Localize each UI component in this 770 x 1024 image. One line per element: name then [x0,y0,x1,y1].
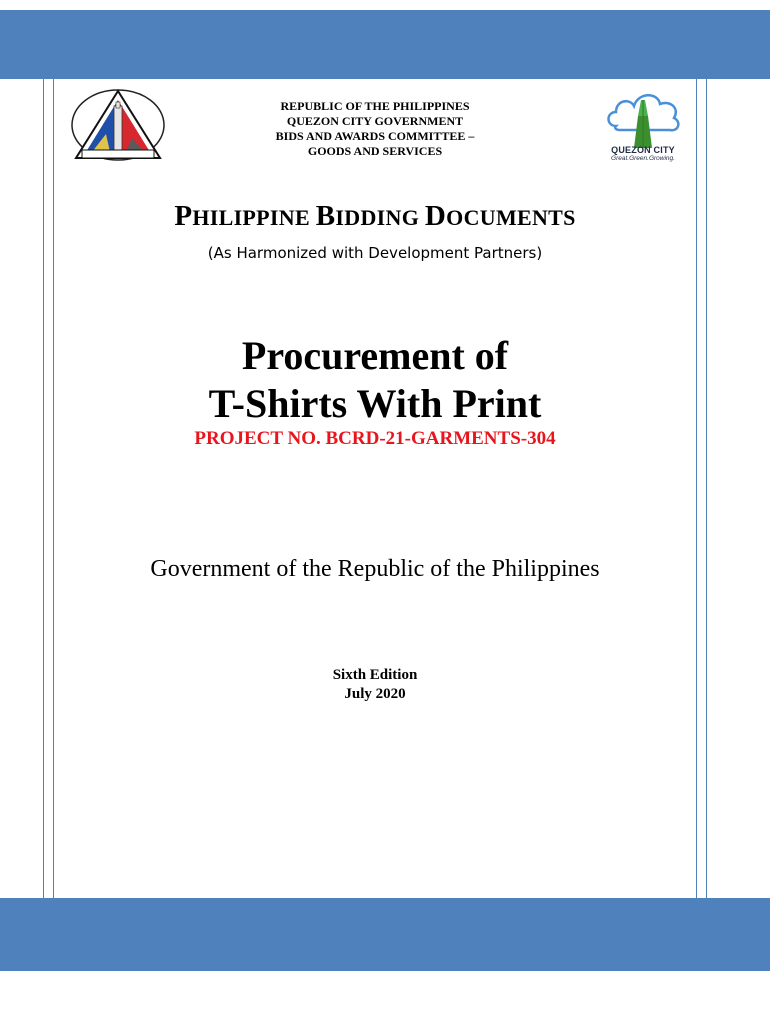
logo-city-name: QUEZON CITY [611,145,675,155]
document-subtitle: (As Harmonized with Development Partners) [207,244,543,262]
title-initial: P [174,200,193,232]
procurement-title-line1: Procurement of [241,333,509,378]
header-line: BIDS AND AWARDS COMMITTEE – [275,129,475,143]
title-initial: B [315,200,336,232]
document-title [60,200,690,233]
top-blue-band [0,10,770,79]
left-border-line-inner [53,79,54,898]
government-name: Government of the Republic of the Philippines [150,556,600,582]
procurement-title-line2: T-Shirts With Print [208,381,542,426]
quezon-city-seal-icon [70,88,166,162]
issuer-header [200,99,550,159]
header-line: QUEZON CITY GOVERNMENT [286,114,464,128]
right-border-line-inner [696,79,697,898]
edition-block [60,666,690,704]
title-rest: HILIPPINE [192,205,316,230]
quezon-city-logo-text [598,146,688,163]
left-border-line-outer [43,79,44,898]
title-rest: IDDING [335,205,425,230]
edition-date: July 2020 [344,686,406,702]
procurement-title [60,332,690,428]
right-border-line-outer [706,79,707,898]
logo-tagline: Great.Green.Growing. [611,155,675,162]
header-line: REPUBLIC OF THE PHILIPPINES [280,99,470,113]
title-rest: OCUMENTS [446,205,576,230]
project-number: PROJECT NO. BCRD-21-GARMENTS-304 [194,428,556,449]
edition-label: Sixth Edition [332,667,418,683]
title-initial: D [424,200,447,232]
bottom-blue-band [0,898,770,971]
header-line: GOODS AND SERVICES [307,144,443,158]
